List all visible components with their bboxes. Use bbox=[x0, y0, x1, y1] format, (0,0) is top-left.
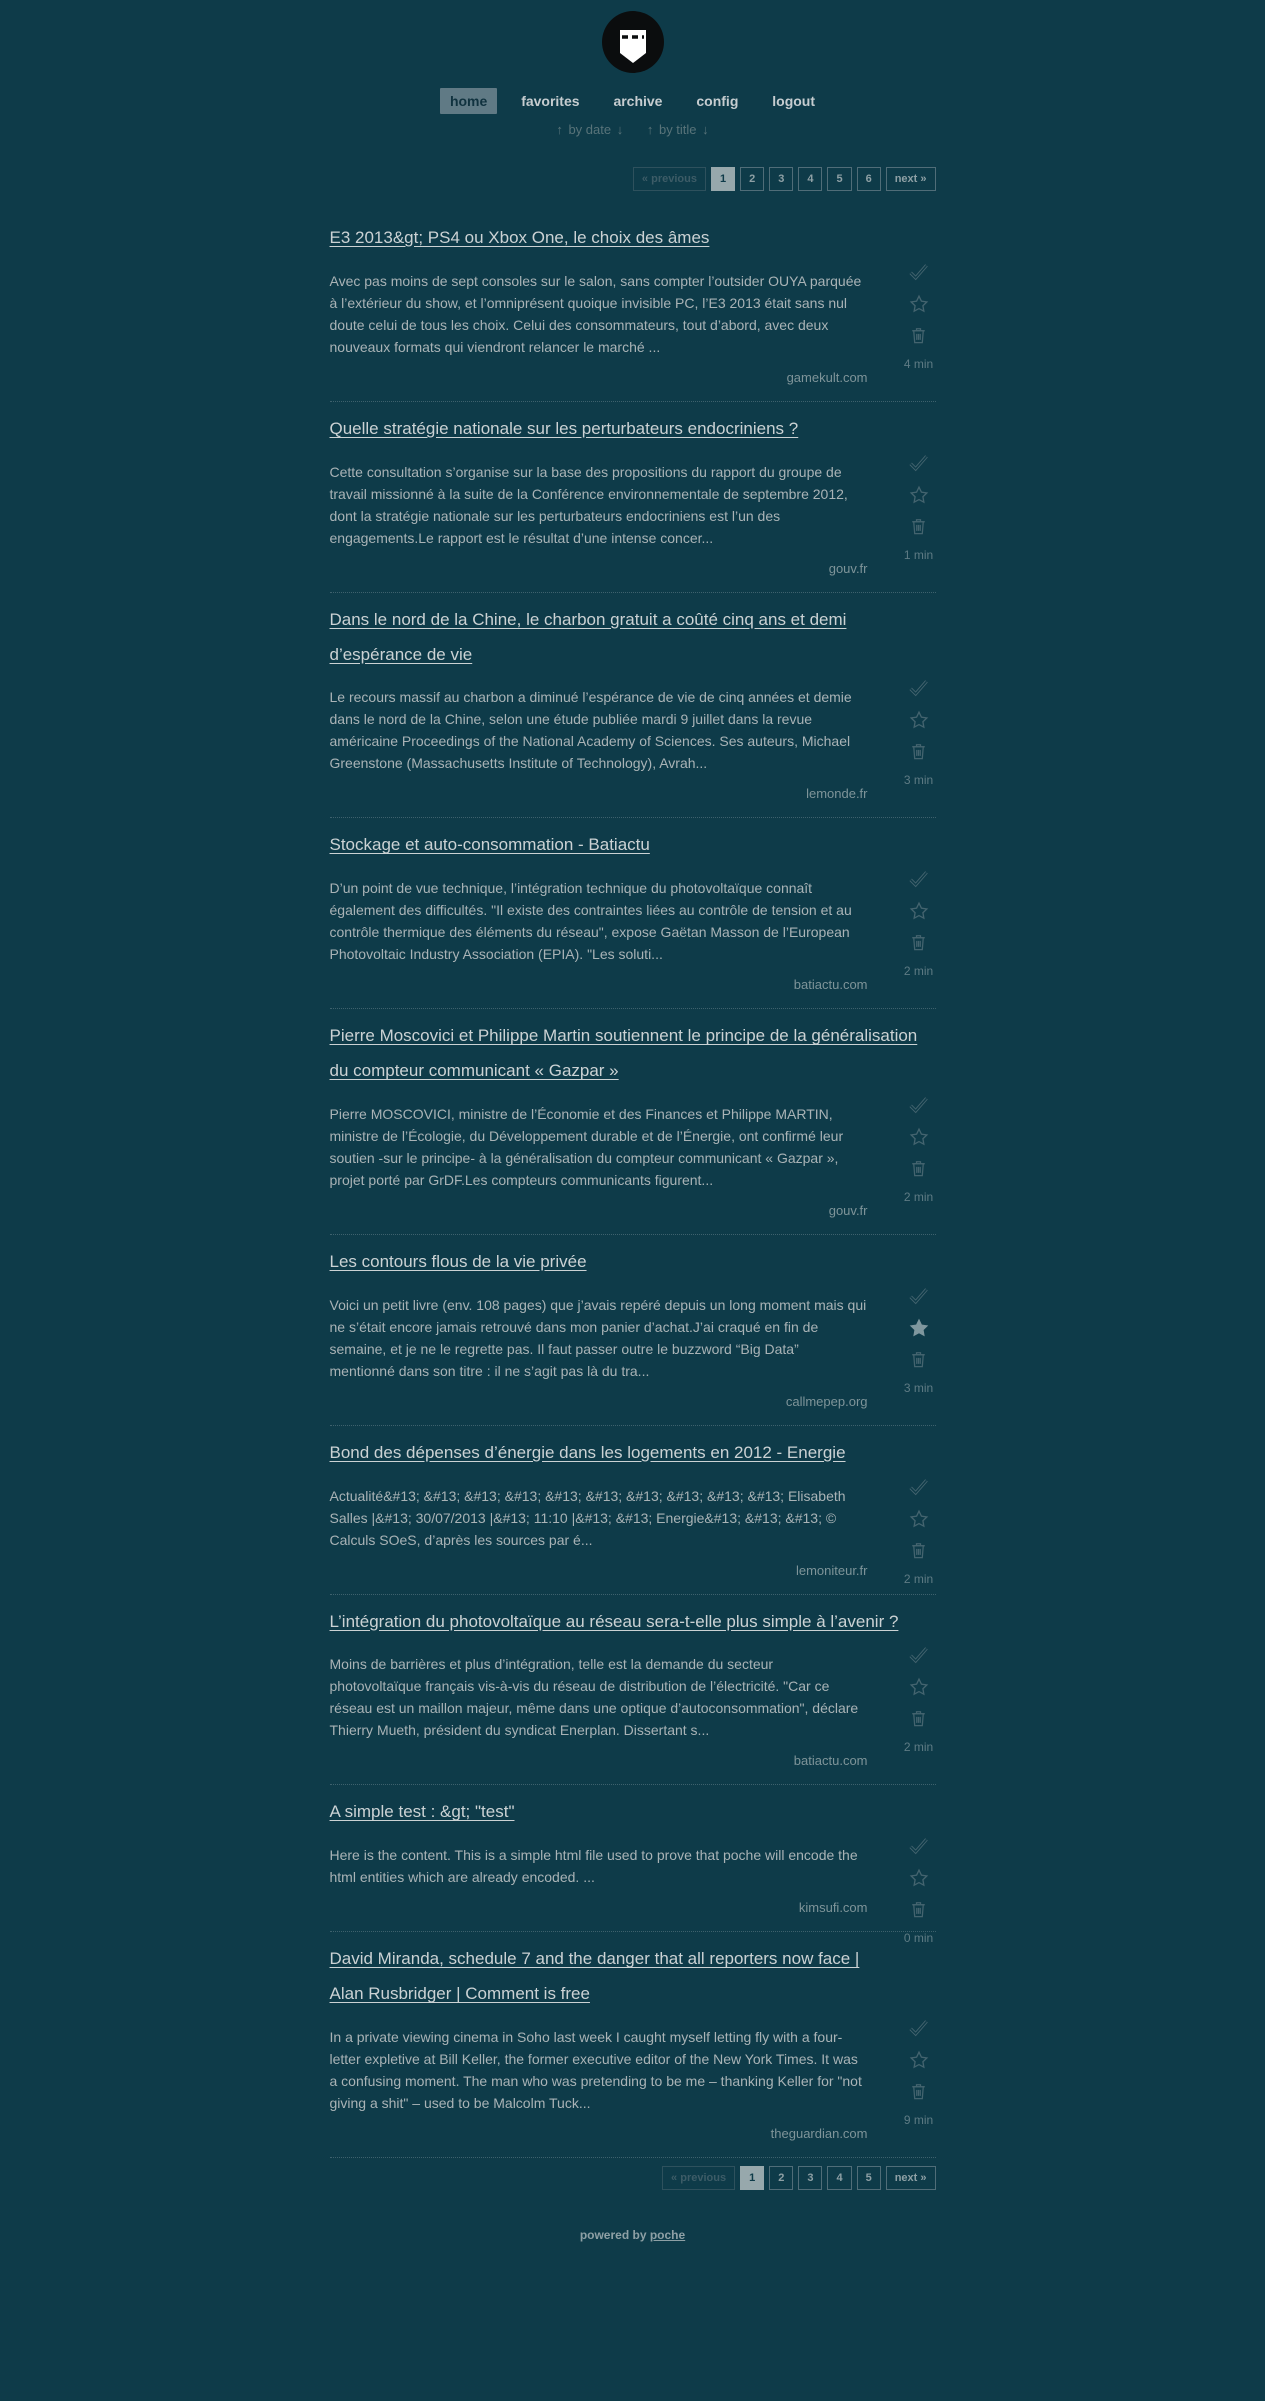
delete-button[interactable] bbox=[902, 1350, 936, 1369]
reading-time: 2 min bbox=[903, 1740, 934, 1755]
favorite-button[interactable] bbox=[902, 1868, 936, 1888]
pagination-bottom bbox=[330, 2166, 936, 2190]
page-button-2[interactable]: 2 bbox=[769, 2166, 793, 2190]
article-excerpt: Here is the content. This is a simple html file used to prove that poche will encode the html entities which are already encoded. ... bbox=[329, 1847, 858, 1886]
delete-button[interactable] bbox=[902, 1159, 936, 1178]
article-source-link[interactable]: lemoniteur.fr bbox=[795, 1562, 868, 1578]
article-source-link[interactable]: theguardian.com bbox=[770, 2125, 868, 2141]
article-tools bbox=[902, 869, 936, 978]
mark-read-button[interactable] bbox=[902, 1836, 936, 1856]
sort-by-date bbox=[554, 122, 625, 137]
sort-bar bbox=[0, 122, 1265, 137]
sort-date-desc-arrow-icon[interactable]: ↓ bbox=[616, 122, 624, 137]
star-icon bbox=[909, 1128, 929, 1145]
page-button-3[interactable]: 3 bbox=[769, 167, 793, 191]
article-tools bbox=[902, 1477, 936, 1586]
delete-button[interactable] bbox=[902, 1541, 936, 1560]
article-title bbox=[330, 1019, 936, 1089]
article-title bbox=[330, 1942, 936, 2012]
article-tools bbox=[902, 1095, 936, 1204]
check-icon bbox=[909, 2019, 929, 2036]
article-title bbox=[330, 1245, 936, 1280]
article-title bbox=[330, 412, 936, 447]
favorite-button[interactable] bbox=[902, 485, 936, 505]
mark-read-button[interactable] bbox=[902, 1645, 936, 1665]
delete-button[interactable] bbox=[902, 1900, 936, 1919]
check-icon bbox=[909, 680, 929, 697]
nav-item-logout[interactable]: logout bbox=[772, 93, 816, 109]
page-button-5[interactable]: 5 bbox=[857, 2166, 881, 2190]
article-excerpt: Pierre MOSCOVICI, ministre de l’Économie et des Finances et Philippe MARTIN, ministre de l’Écologie, du Développement durable et de l’Énergie, ont confirmé leur soutien -sur le principe- à la généralisation du compteur communicant « Gazpar », projet porté par GrDF.Les compteurs communicants figurent... bbox=[329, 1105, 844, 1188]
article-source-link[interactable]: gouv.fr bbox=[828, 1202, 868, 1218]
article-entry bbox=[330, 1235, 936, 1426]
trash-icon bbox=[909, 517, 928, 534]
article-title bbox=[330, 1436, 936, 1471]
favorite-button[interactable] bbox=[902, 710, 936, 730]
star-icon bbox=[909, 902, 929, 919]
previous-page-button[interactable]: « previous bbox=[662, 2166, 735, 2190]
page-button-2[interactable]: 2 bbox=[740, 167, 764, 191]
reading-time: 0 min bbox=[903, 1931, 934, 1946]
article-title bbox=[330, 603, 936, 673]
star-icon bbox=[909, 1510, 929, 1527]
nav-item-archive[interactable]: archive bbox=[613, 93, 663, 109]
sort-title-asc-arrow-icon[interactable]: ↑ bbox=[646, 122, 654, 137]
delete-button[interactable] bbox=[902, 326, 936, 345]
article-tools bbox=[902, 678, 936, 787]
check-icon bbox=[909, 1478, 929, 1495]
article-excerpt: Le recours massif au charbon a diminué l’espérance de vie de cinq années et demie dans le nord de la Chine, selon une étude publiée mardi 9 juillet dans la revue américaine Proceedings of the National Academy of Sciences. Ses auteurs, Michael Greenstone (Massachusetts Institute of Technology), Avrah... bbox=[329, 689, 852, 772]
article-title-link[interactable]: L’intégration du photovoltaïque au réseau sera-t-elle plus simple à l’avenir ? bbox=[329, 1611, 899, 1631]
powered-by-text: powered by bbox=[579, 2227, 647, 2242]
delete-button[interactable] bbox=[902, 1709, 936, 1728]
reading-time: 1 min bbox=[903, 547, 934, 562]
favorite-button[interactable] bbox=[902, 901, 936, 921]
pocket-icon bbox=[601, 33, 665, 50]
article-source bbox=[330, 1900, 936, 1917]
trash-icon bbox=[909, 743, 928, 760]
nav-item-config[interactable]: config bbox=[696, 93, 739, 109]
check-icon bbox=[909, 870, 929, 887]
favorite-button[interactable] bbox=[902, 294, 936, 314]
main-nav bbox=[0, 88, 1265, 114]
article-source bbox=[330, 977, 936, 994]
article-tools bbox=[902, 262, 936, 371]
page-button-5[interactable]: 5 bbox=[827, 167, 851, 191]
trash-icon bbox=[909, 1710, 928, 1727]
article-entry bbox=[330, 402, 936, 593]
article-title-link[interactable]: Dans le nord de la Chine, le charbon gratuit a coûté cinq ans et demi d’espérance de vie bbox=[329, 609, 847, 664]
mark-read-button[interactable] bbox=[902, 453, 936, 473]
article-tools bbox=[902, 1836, 936, 1945]
article-excerpt: In a private viewing cinema in Soho last week I caught myself letting fly with a four-letter expletive at Bill Keller, the former executive editor of the New York Times. It was a confusing moment. The man who was pretending to be me – thanking Keller for "not giving a shit" – used to be Malcolm Tuck... bbox=[329, 2028, 862, 2111]
page-button-4[interactable]: 4 bbox=[798, 167, 822, 191]
star-icon bbox=[909, 295, 929, 312]
favorite-button[interactable] bbox=[902, 1677, 936, 1697]
article-source-link[interactable]: gouv.fr bbox=[828, 560, 868, 576]
star-icon bbox=[909, 1679, 929, 1696]
mark-read-button[interactable] bbox=[902, 1095, 936, 1115]
article-excerpt: Actualité&#13; &#13; &#13; &#13; &#13; &#13; &#13; &#13; &#13; &#13; Elisabeth Salles |&#13; 30/07/2013 |&#13; 11:10 |&#13; &#13; Energie&#13; &#13; &#13; © Calculs SOeS, d’après les sources par é... bbox=[329, 1487, 846, 1548]
star-icon bbox=[909, 712, 929, 729]
article-title-link[interactable]: A simple test : &gt; "test" bbox=[329, 1802, 515, 1822]
star-icon bbox=[909, 486, 929, 503]
poche-link[interactable]: poche bbox=[649, 2227, 686, 2242]
mark-read-button[interactable] bbox=[902, 678, 936, 698]
mark-read-button[interactable] bbox=[902, 262, 936, 282]
trash-icon bbox=[909, 2083, 928, 2100]
article-list bbox=[330, 167, 936, 2190]
article-source bbox=[330, 2126, 936, 2143]
mark-read-button[interactable] bbox=[902, 1286, 936, 1306]
article-source bbox=[330, 786, 936, 803]
article-title-link[interactable]: Stockage et auto-consommation - Batiactu bbox=[329, 835, 650, 855]
article-title bbox=[330, 1605, 936, 1640]
article-source bbox=[330, 1203, 936, 1220]
article-title bbox=[330, 1795, 936, 1830]
article-entry bbox=[330, 1426, 936, 1595]
sort-title-desc-arrow-icon[interactable]: ↓ bbox=[702, 122, 709, 137]
article-source bbox=[330, 1563, 936, 1580]
article-source-link[interactable]: kimsufi.com bbox=[798, 1900, 868, 1916]
page-button-4[interactable]: 4 bbox=[827, 2166, 851, 2190]
article-source-link[interactable]: callmepep.org bbox=[785, 1393, 868, 1409]
page-button-1[interactable]: 1 bbox=[711, 167, 735, 191]
article-excerpt: Moins de barrières et plus d’intégration, telle est la demande du secteur photovoltaïque français vis-à-vis du réseau de distribution de l’électricité. "Car ce réseau est un maillon majeur, même dans une optique d’autoconsommation", déclare Thierry Mueth, président du syndicat Enerplan. Dissertant s... bbox=[329, 1656, 859, 1739]
next-page-button[interactable]: next » bbox=[886, 167, 936, 191]
article-excerpt: Avec pas moins de sept consoles sur le salon, sans compter l’outsider OUYA parquée à l’extérieur du show, et l’omniprésent quoique invisible PC, l’E3 2013 était sans nul doute celui de tous les choix. Celui des consommateurs, tout d’abord, avec deux nouveaux formats qui viendront relancer le marché ... bbox=[329, 272, 862, 355]
delete-button[interactable] bbox=[902, 517, 936, 536]
nav-item-home[interactable]: home bbox=[440, 88, 497, 114]
article-source-link[interactable]: gamekult.com bbox=[786, 369, 868, 385]
favorite-button[interactable] bbox=[902, 1318, 936, 1338]
article-source bbox=[330, 1394, 936, 1411]
article-source bbox=[330, 1753, 936, 1770]
app-logo-link[interactable] bbox=[601, 10, 665, 74]
star-icon bbox=[909, 2051, 929, 2068]
article-entry bbox=[330, 1009, 936, 1235]
article-source bbox=[330, 370, 936, 387]
mark-read-button[interactable] bbox=[902, 869, 936, 889]
article-entry bbox=[330, 593, 936, 819]
article-tools bbox=[902, 1645, 936, 1754]
check-icon bbox=[909, 1287, 929, 1304]
sort-date-asc-arrow-icon[interactable]: ↑ bbox=[556, 122, 563, 137]
pagination-top bbox=[330, 167, 936, 191]
page-footer bbox=[0, 2228, 1265, 2268]
article-source-link[interactable]: batiactu.com bbox=[793, 1753, 868, 1769]
article-tools bbox=[902, 453, 936, 562]
favorite-button[interactable] bbox=[902, 1127, 936, 1147]
check-icon bbox=[909, 1647, 929, 1664]
next-page-button[interactable]: next » bbox=[886, 2166, 936, 2190]
reading-time: 2 min bbox=[903, 1571, 934, 1586]
article-title bbox=[330, 221, 936, 256]
article-title bbox=[330, 828, 936, 863]
sort-by-title bbox=[645, 122, 711, 137]
page-button-3[interactable]: 3 bbox=[798, 2166, 822, 2190]
delete-button[interactable] bbox=[902, 742, 936, 761]
star-icon bbox=[909, 1319, 929, 1336]
article-source-link[interactable]: lemonde.fr bbox=[806, 786, 868, 802]
article-entry bbox=[330, 1595, 936, 1786]
article-title-link[interactable]: E3 2013&gt; PS4 ou Xbox One, le choix des âmes bbox=[329, 228, 710, 247]
favorite-button[interactable] bbox=[902, 1509, 936, 1529]
page-button-1[interactable]: 1 bbox=[740, 2166, 764, 2190]
article-title-link[interactable]: Bond des dépenses d’énergie dans les logements en 2012 - Energie bbox=[329, 1442, 846, 1462]
article-entry bbox=[330, 1932, 936, 2158]
reading-time: 2 min bbox=[903, 964, 934, 979]
article-entry bbox=[329, 1785, 936, 1946]
article-title-link[interactable]: Quelle stratégie nationale sur les perturbateurs endocriniens ? bbox=[329, 418, 799, 438]
article-source-link[interactable]: batiactu.com bbox=[793, 977, 868, 993]
trash-icon bbox=[909, 1350, 928, 1367]
article-title-link[interactable]: David Miranda, schedule 7 and the danger that all reporters now face | Alan Rusbridger | Comment is free bbox=[329, 1949, 860, 2004]
reading-time: 2 min bbox=[903, 1189, 934, 1204]
reading-time: 9 min bbox=[903, 2112, 934, 2127]
star-icon bbox=[909, 1870, 929, 1887]
delete-button[interactable] bbox=[902, 2082, 936, 2101]
trash-icon bbox=[909, 1901, 928, 1918]
mark-read-button[interactable] bbox=[902, 1477, 936, 1497]
nav-item-favorites[interactable]: favorites bbox=[521, 93, 580, 109]
check-icon bbox=[909, 1096, 929, 1113]
trash-icon bbox=[909, 327, 928, 344]
check-icon bbox=[909, 263, 929, 280]
check-icon bbox=[909, 1838, 929, 1855]
sort-date-label: by date bbox=[568, 122, 612, 137]
trash-icon bbox=[909, 934, 928, 951]
article-source bbox=[330, 561, 936, 578]
article-tools bbox=[902, 1286, 936, 1395]
article-entry bbox=[330, 211, 936, 402]
mark-read-button[interactable] bbox=[902, 2018, 936, 2038]
check-icon bbox=[909, 454, 929, 471]
trash-icon bbox=[909, 1541, 928, 1558]
previous-page-button[interactable]: « previous bbox=[633, 167, 706, 191]
reading-time: 3 min bbox=[903, 773, 934, 788]
article-excerpt: Cette consultation s’organise sur la base des propositions du rapport du groupe de travail missionné à la suite de la Conférence environnementale de septembre 2012, dont la stratégie nationale sur les perturbateurs endocriniens est l’un des engagements.Le rapport est le résultat d’une intense concer... bbox=[329, 463, 848, 546]
article-tools bbox=[902, 2018, 936, 2127]
article-excerpt: Voici un petit livre (env. 108 pages) que j’avais repéré depuis un long moment mais qui ne s’était encore jamais retrouvé dans mon panier d’achat.J’ai craqué en fin de semaine, et je ne le regrette pas. Il faut passer outre le buzzword “Big Data” mentionné dans son titre : il ne s’agit pas là du tra... bbox=[329, 1296, 867, 1379]
favorite-button[interactable] bbox=[902, 2050, 936, 2070]
article-excerpt: D’un point de vue technique, l’intégration technique du photovoltaïque connaît également des difficultés. "Il existe des contraintes liées au contrôle de tension et au contrôle thermique des éléments du réseau", expose Gaëtan Masson de l’European Photovoltaic Industry Association (EPIA). "Les soluti... bbox=[329, 880, 852, 963]
page-button-6[interactable]: 6 bbox=[857, 167, 881, 191]
article-title-link[interactable]: Les contours flous de la vie privée bbox=[329, 1251, 587, 1271]
page-header bbox=[0, 0, 1265, 137]
reading-time: 3 min bbox=[903, 1380, 934, 1395]
sort-title-label: by title bbox=[658, 122, 697, 137]
trash-icon bbox=[909, 1160, 928, 1177]
article-entry bbox=[330, 818, 936, 1009]
reading-time: 4 min bbox=[903, 356, 934, 371]
article-title-link[interactable]: Pierre Moscovici et Philippe Martin soutiennent le principe de la généralisation du compteur communicant « Gazpar » bbox=[329, 1026, 918, 1081]
delete-button[interactable] bbox=[902, 933, 936, 952]
